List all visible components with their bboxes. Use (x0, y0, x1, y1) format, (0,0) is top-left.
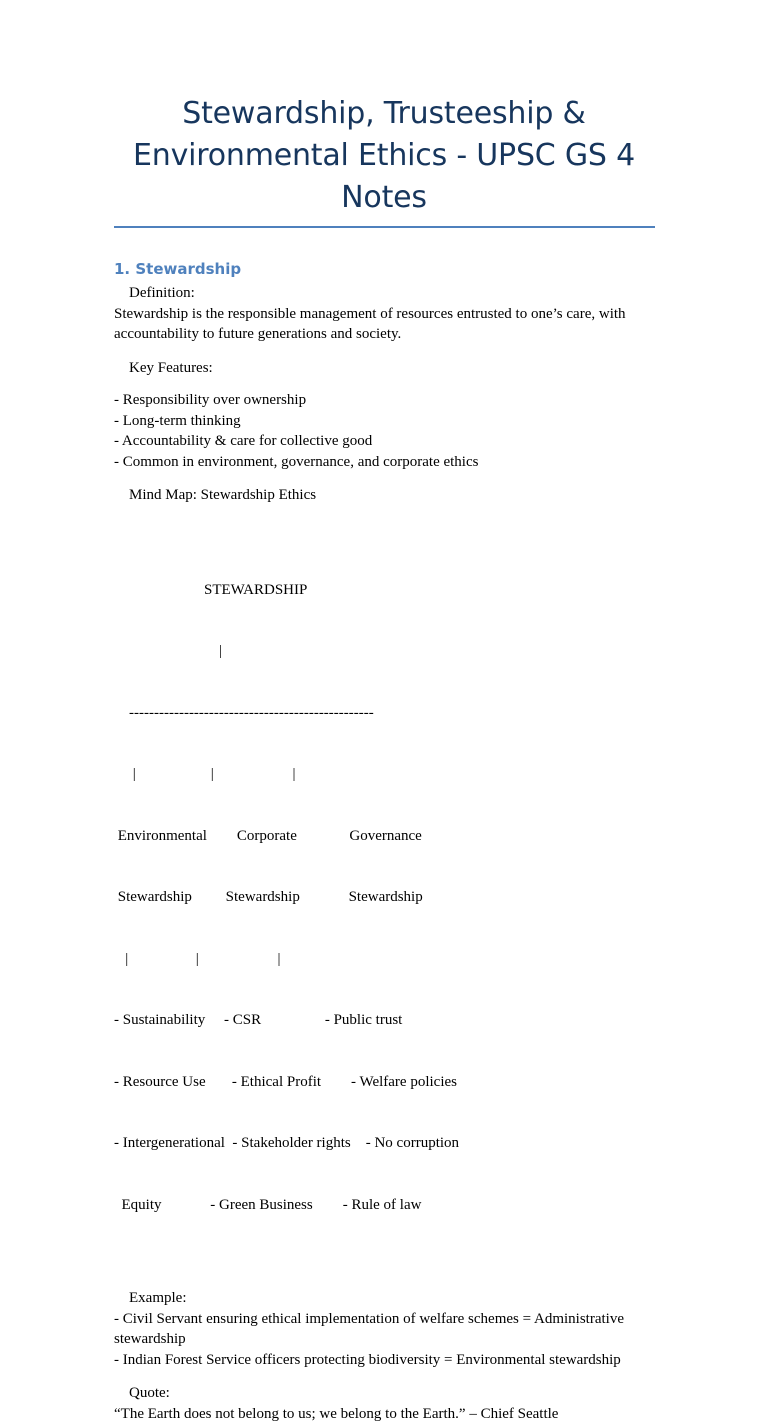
list-item: - Long-term thinking (114, 411, 654, 432)
section-heading-stewardship: 1. Stewardship (114, 228, 654, 279)
document-title (114, 0, 654, 219)
mind-map-line: Stewardship Stewardship Stewardship (114, 887, 654, 908)
mind-map-line: | | | (114, 949, 654, 970)
list-item: - Civil Servant ensuring ethical implementation of welfare schemes = Administrative stewardship (114, 1309, 654, 1350)
mind-map-line: Equity - Green Business - Rule of law (114, 1195, 654, 1216)
list-item: - Indian Forest Service officers protecting biodiversity = Environmental stewardship (114, 1350, 654, 1371)
mind-map-diagram (114, 506, 654, 1257)
quote-text: “The Earth does not belong to us; we belong to the Earth.” – Chief Seattle (114, 1404, 654, 1424)
document-title-line-1: Stewardship, Trusteeship & (114, 93, 654, 135)
key-features-list (114, 378, 654, 472)
mind-map-line: - Sustainability - CSR - Public trust (114, 1010, 654, 1031)
list-item: - Responsibility over ownership (114, 390, 654, 411)
mind-map-line: - Resource Use - Ethical Profit - Welfare policies (114, 1072, 654, 1093)
key-features-label: Key Features: (114, 345, 654, 379)
examples-list (114, 1309, 654, 1371)
mind-map-line: STEWARDSHIP (114, 580, 654, 601)
definition-label: Definition: (114, 279, 654, 304)
quote-label: Quote: (114, 1370, 654, 1404)
mind-map-line: ------------------------------------------------- (114, 703, 654, 724)
mind-map-label: Mind Map: Stewardship Ethics (114, 472, 654, 506)
mind-map-line: Environmental Corporate Governance (114, 826, 654, 847)
list-item: - Accountability & care for collective good (114, 431, 654, 452)
mind-map-line: - Intergenerational - Stakeholder rights - No corruption (114, 1133, 654, 1154)
example-label: Example: (114, 1256, 654, 1309)
list-item: - Common in environment, governance, and corporate ethics (114, 452, 654, 473)
mind-map-line: | | | (114, 764, 654, 785)
document-title-line-2: Environmental Ethics - UPSC GS 4 Notes (114, 135, 654, 219)
definition-text: Stewardship is the responsible management of resources entrusted to one’s care, with accountability to future generations and society. (114, 304, 654, 345)
mind-map-line: | (114, 641, 654, 662)
